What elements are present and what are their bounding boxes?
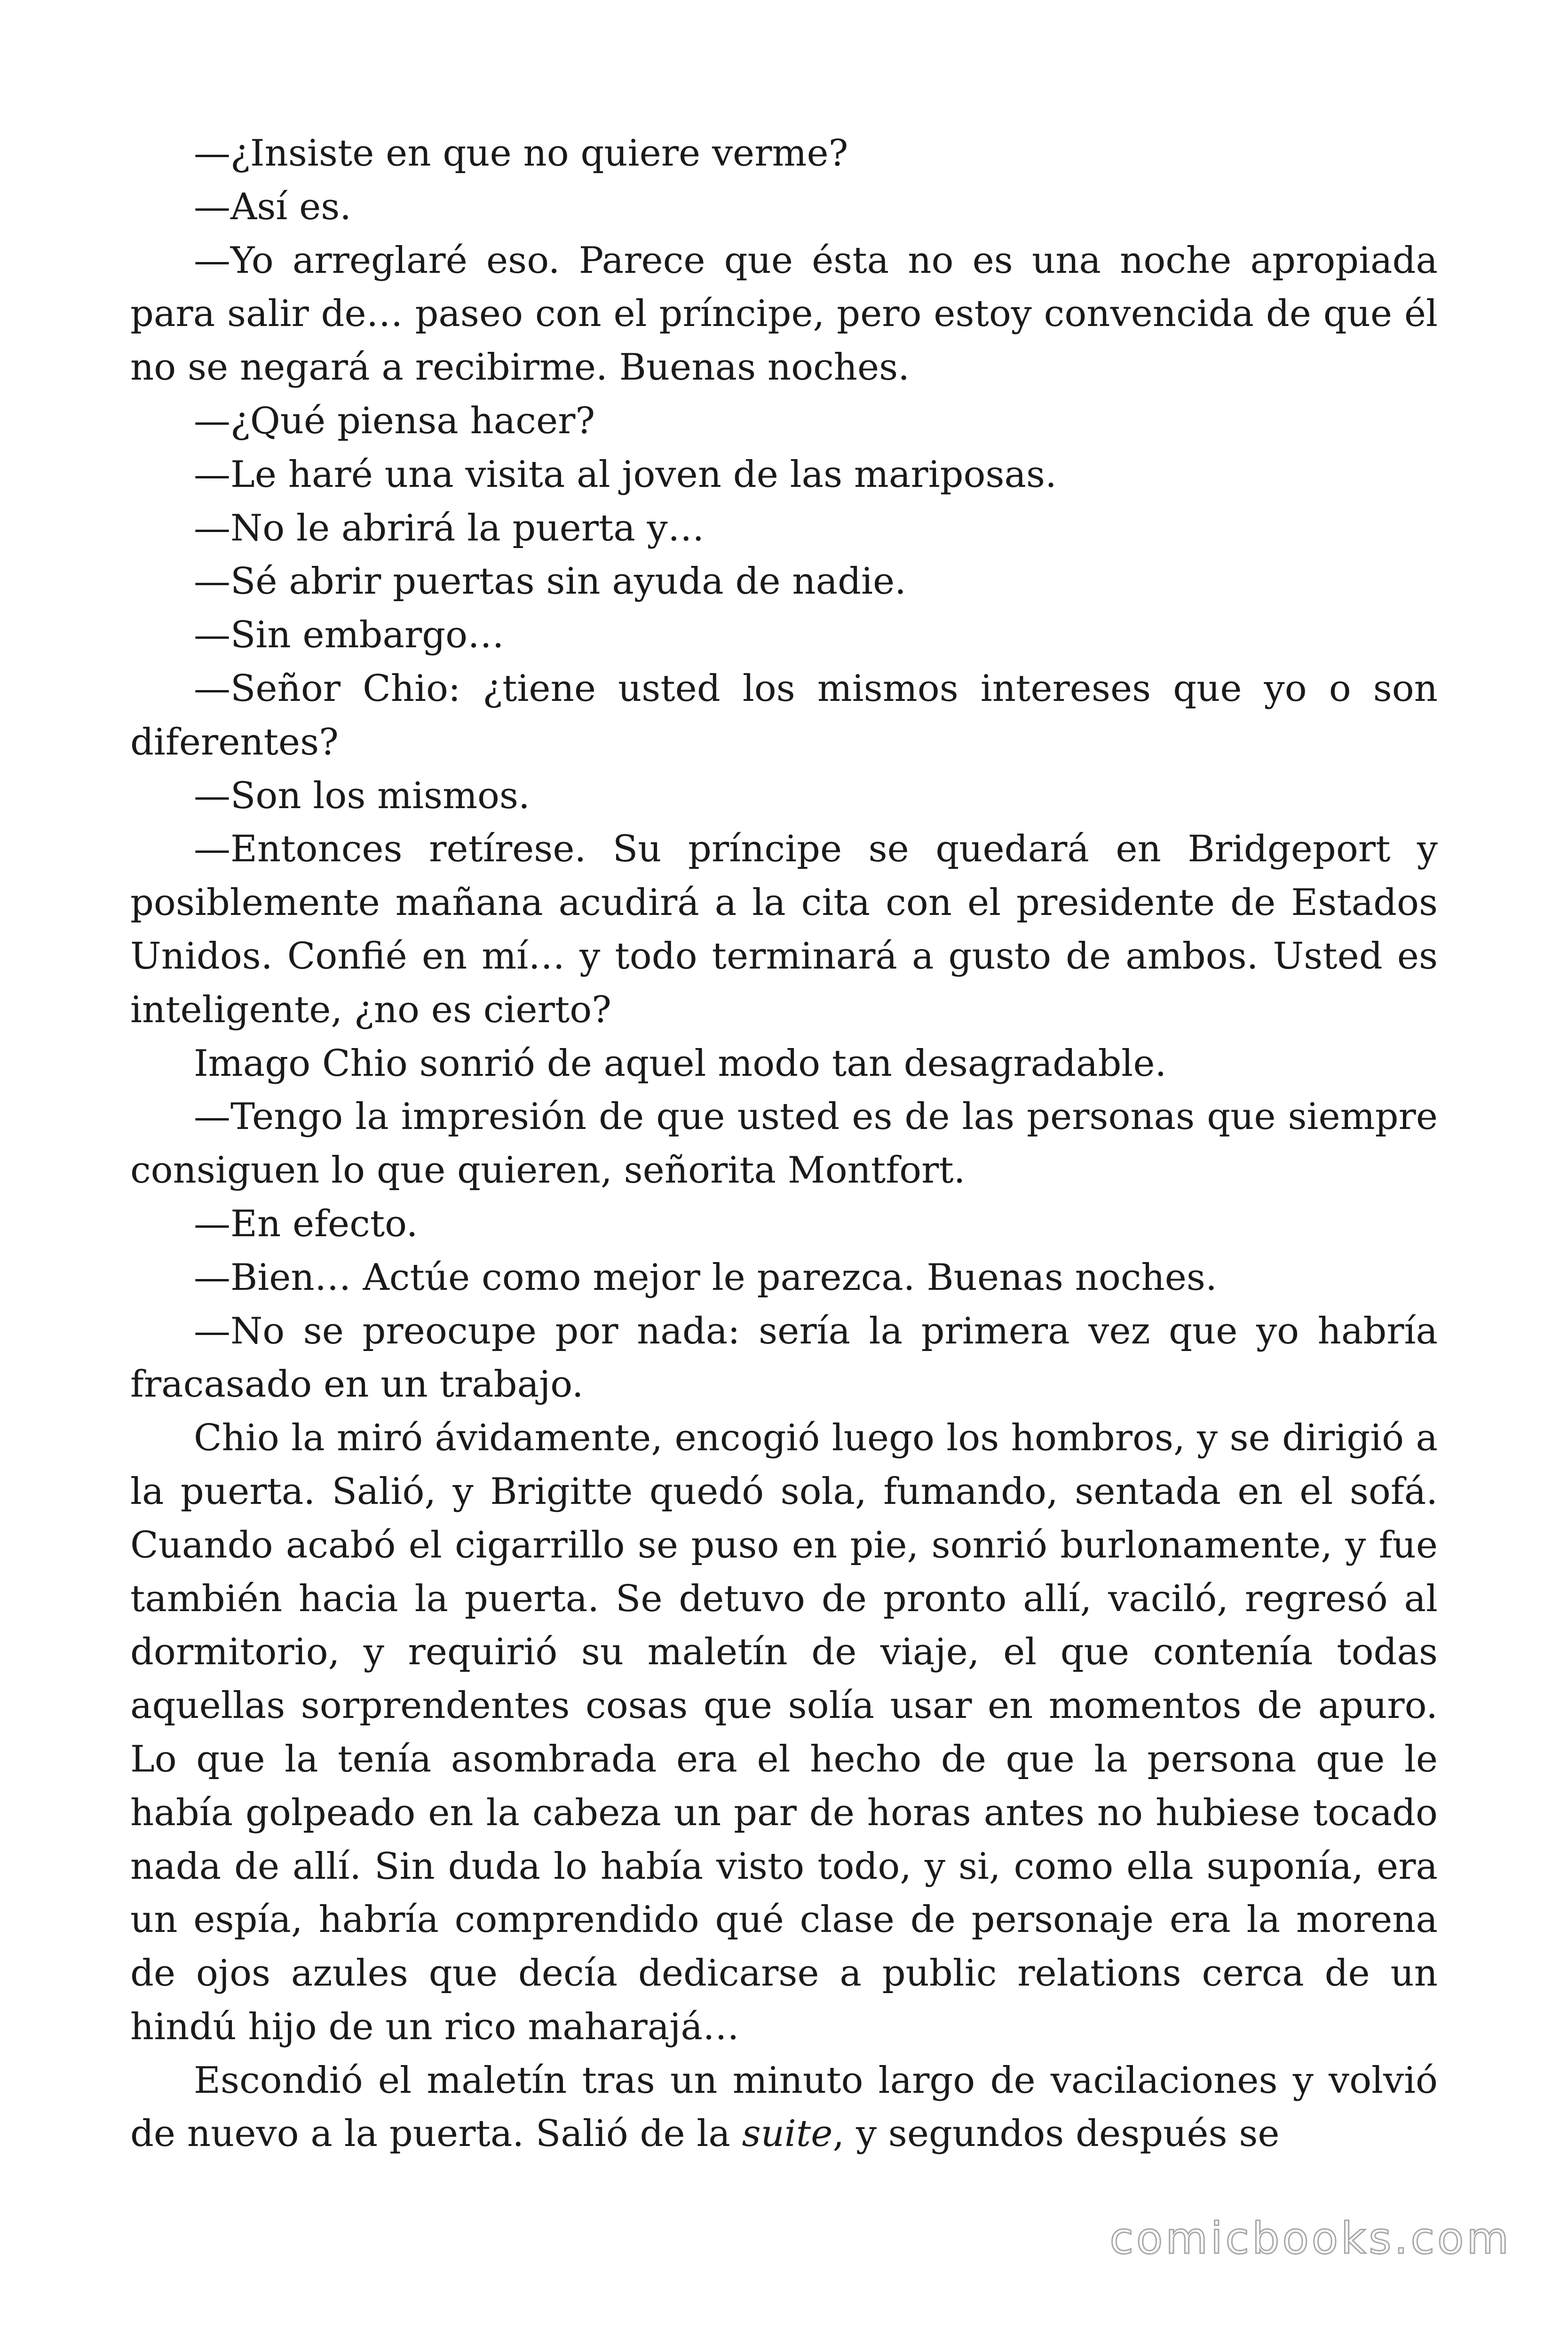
emphasis-suite: suite [742, 2113, 833, 2155]
paragraph: —Entonces retírese. Su príncipe se quedará en Bridgeport y posiblemente mañana acudirá a la cita con el presidente de Estados Unidos. Confié en mí… y todo terminará a gusto de ambos. Usted es inteligente, ¿no es cierto? [130, 828, 1438, 1031]
paragraph: —Así es. [194, 185, 352, 228]
watermark: comicbooks.com [1109, 2213, 1512, 2264]
paragraph: —Señor Chio: ¿tiene usted los mismos intereses que yo o son diferentes? [130, 667, 1438, 763]
paragraph: —En efecto. [194, 1202, 418, 1245]
paragraph: —Tengo la impresión de que usted es de las personas que siempre consiguen lo que quieren, señorita Montfort. [130, 1096, 1438, 1192]
paragraph: —Sin embargo… [194, 614, 505, 657]
paragraph: —Bien… Actúe como mejor le parezca. Buenas noches. [194, 1256, 1217, 1299]
paragraph: —No se preocupe por nada: sería la primera vez que yo habría fracasado en un trabajo. [130, 1310, 1438, 1406]
paragraph: —Son los mismos. [194, 774, 530, 817]
paragraph-last-text-end: , y segundos después se [832, 2113, 1280, 2155]
paragraph: —Sé abrir puertas sin ayuda de nadie. [194, 560, 906, 603]
paragraph: Imago Chio sonrió de aquel modo tan desagradable. [194, 1042, 1167, 1085]
paragraph-last [130, 2054, 1438, 2161]
body-text [130, 127, 1438, 2161]
paragraph: Chio la miró ávidamente, encogió luego los hombros, y se dirigió a la puerta. Salió, y Brigitte quedó sola, fumando, sentada en el sofá. Cuando acabó el cigarrillo se puso en pie, sonrió burlonamente, y fue también hacia la puerta. Se detuvo de pronto allí, vaciló, regresó al dormitorio, y requirió su maletín de viaje, el que contenía todas aquellas sorprendentes cosas que solía usar en momentos de apuro. Lo que la tenía asombrada era el hecho de que la persona que le había golpeado en la cabeza un par de horas antes no hubiese tocado nada de allí. Sin duda lo había visto todo, y si, como ella suponía, era un espía, habría comprendido qué clase de personaje era la morena de ojos azules que decía dedicarse a public relations cerca de un hindú hijo de un rico maharajá… [130, 1417, 1438, 2048]
paragraph: —No le abrirá la puerta y… [194, 507, 705, 549]
paragraph: —¿Insiste en que no quiere verme? [194, 132, 848, 175]
paragraph-last-text: Escondió el maletín tras un minuto largo de vacilaciones y volvió de nuevo a la puerta. Salió de la [130, 2059, 1438, 2155]
paragraph: —Le haré una visita al joven de las mariposas. [194, 453, 1057, 496]
paragraph: —Yo arreglaré eso. Parece que ésta no es una noche apropiada para salir de… paseo con el príncipe, pero estoy convencida de que él no se negará a recibirme. Buenas noches. [130, 239, 1438, 389]
paragraph: —¿Qué piensa hacer? [194, 399, 595, 442]
